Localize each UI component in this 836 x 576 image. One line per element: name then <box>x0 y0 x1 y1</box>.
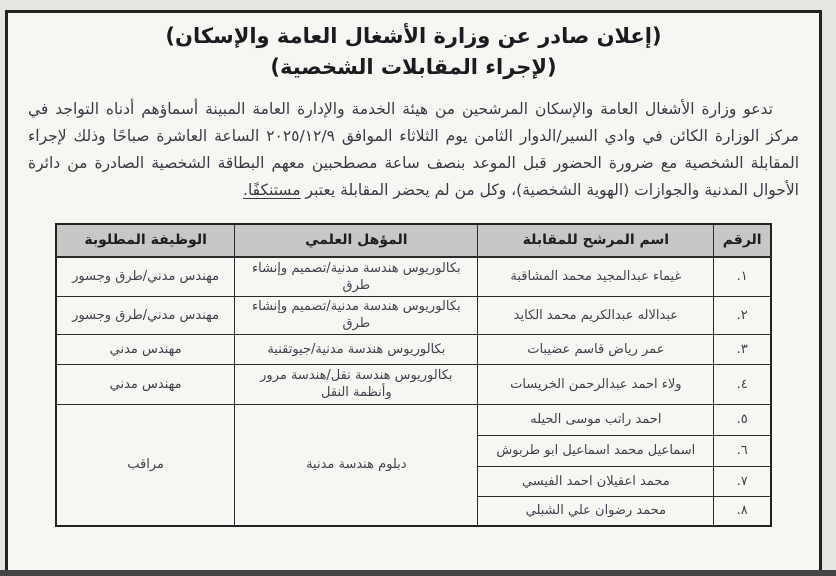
underlined-word: مستنكفًا. <box>243 181 301 199</box>
table-row <box>56 296 771 334</box>
position: مهندس مدني/طرق وجسور <box>56 257 235 296</box>
row-number: ٨. <box>714 496 771 526</box>
candidate-name: ولاء احمد عبدالرحمن الخريسات <box>478 364 714 404</box>
candidate-name: غيماء عبدالمجيد محمد المشاقبة <box>478 257 714 296</box>
announcement-frame <box>5 10 822 576</box>
table-row <box>56 334 771 364</box>
row-number: ٥. <box>714 404 771 435</box>
candidate-name: احمد راتب موسى الحيله <box>478 404 714 435</box>
row-number: ٣. <box>714 334 771 364</box>
scan-bottom-edge <box>0 570 836 576</box>
merged-qualification: دبلوم هندسة مدنية <box>235 404 478 526</box>
row-number: ٦. <box>714 435 771 466</box>
announcement-title-line-2: (لإجراء المقابلات الشخصية) <box>270 55 557 79</box>
row-number: ٤. <box>714 364 771 404</box>
announcement-title-line-1: (إعلان صادر عن وزارة الأشغال العامة والإسكان) <box>165 24 662 48</box>
qualification: بكالوريوس هندسة مدنية/جيوتقنية <box>235 334 478 364</box>
candidate-name: محمد اعقيلان احمد الفيسي <box>478 466 714 496</box>
merged-position: مراقب <box>56 404 235 526</box>
position: مهندس مدني/طرق وجسور <box>56 296 235 334</box>
qualification: بكالوريوس هندسة نقل/هندسة مرور وأنظمة النقل <box>235 364 478 404</box>
announcement-body <box>28 96 799 204</box>
position: مهندس مدني <box>56 334 235 364</box>
candidate-name: اسماعيل محمد اسماعيل ابو طربوش <box>478 435 714 466</box>
qualification: بكالوريوس هندسة مدنية/تصميم وإنشاء طرق <box>235 257 478 296</box>
candidates-table <box>55 223 772 527</box>
table-row <box>56 404 771 435</box>
candidate-name: محمد رضوان علي الشبلي <box>478 496 714 526</box>
table-header-row <box>56 224 771 257</box>
header-number: الرقم <box>714 224 771 257</box>
table-row <box>56 364 771 404</box>
row-number: ٧. <box>714 466 771 496</box>
header-position: الوظيفة المطلوبة <box>56 224 235 257</box>
candidate-name: عبدالاله عبدالكريم محمد الكايد <box>478 296 714 334</box>
position: مهندس مدني <box>56 364 235 404</box>
table-row <box>56 257 771 296</box>
candidate-name: عمر رياض قاسم عضيبات <box>478 334 714 364</box>
row-number: ٢. <box>714 296 771 334</box>
qualification: بكالوريوس هندسة مدنية/تصميم وإنشاء طرق <box>235 296 478 334</box>
row-number: ١. <box>714 257 771 296</box>
header-candidate-name: اسم المرشح للمقابلة <box>478 224 714 257</box>
body-paragraph-text: تدعو وزارة الأشغال العامة والإسكان المرشحين من هيئة الخدمة والإدارة العامة المبينة أسماؤهم أدناه التواجد في مركز الوزارة الكائن في وادي السير/الدوار الثامن يوم الثلاثاء الموافق ٢٠٢٥/١٢/٩ الساعة العاشرة صباحًا وذلك لإجراء المقابلة الشخصية مع ضرورة الحضور قبل الموعد بنصف ساعة مصطحبين معهم البطاقة الشخصية الصادرة من دائرة الأحوال المدنية والجوازات (الهوية الشخصية)، وكل من لم يحضر المقابلة يعتبر <box>28 100 799 199</box>
header-qualification: المؤهل العلمي <box>235 224 478 257</box>
